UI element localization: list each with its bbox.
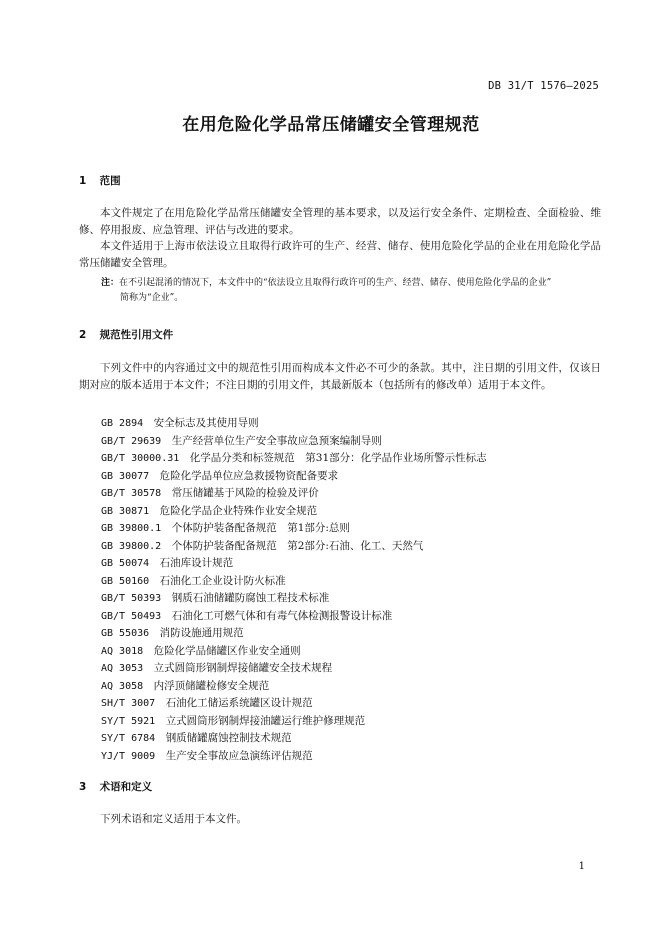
reference-title: 危险化学品企业特殊作业安全规范 xyxy=(159,504,318,517)
page-number: 1 xyxy=(578,861,585,872)
reference-item xyxy=(101,468,487,486)
reference-code: GB 55036 xyxy=(101,628,150,639)
reference-item xyxy=(101,555,487,573)
note-line-2: 简称为“企业”。 xyxy=(120,293,184,303)
reference-item xyxy=(101,573,487,591)
reference-code: GB/T 30578 xyxy=(101,488,162,499)
terms-intro-paragraph: 下列术语和定义适用于本文件。 xyxy=(100,813,247,825)
reference-item xyxy=(101,520,487,538)
reference-list xyxy=(101,415,487,765)
reference-code: GB 39800.2 xyxy=(101,540,162,552)
standard-code: DB 31/T 1576—2025 xyxy=(488,80,599,92)
scope-paragraph-2: 本文件适用于上海市依法设立且取得行政许可的生产、经营、储存、使用危险化学品的企业在用危险化学品常压储罐安全管理。 xyxy=(79,240,601,269)
reference-item xyxy=(101,730,487,748)
reference-code: GB/T 50393 xyxy=(101,593,162,604)
reference-code: GB/T 30000.31 xyxy=(101,453,180,464)
section-title: 术语和定义 xyxy=(99,781,153,793)
reference-title: 立式圆筒形钢制焊接储罐安全技术规程 xyxy=(153,662,333,674)
reference-item xyxy=(101,485,487,503)
reference-title: 立式圆筒形钢制焊接油罐运行维护修理规范 xyxy=(165,714,366,727)
reference-item xyxy=(101,503,487,521)
reference-item xyxy=(101,695,487,713)
reference-code: GB/T 29639 xyxy=(101,435,162,447)
reference-title: 个体防护装备配备规范 第2部分:石油、化工、天然气 xyxy=(171,539,424,552)
reference-code: GB 2894 xyxy=(101,418,144,429)
reference-title: 常压储罐基于风险的检验及评价 xyxy=(171,487,319,499)
reference-title: 消防设施通用规范 xyxy=(159,627,244,639)
reference-title: 石油化工企业设计防火标准 xyxy=(159,574,286,587)
reference-item xyxy=(101,415,487,433)
reference-title: 安全标志及其使用导则 xyxy=(153,417,259,429)
scope-paragraph-1: 本文件规定了在用危险化学品常压储罐安全管理的基本要求，以及运行安全条件、定期检查、全面检验、维修、停用报废、应急管理、评估与改进的要求。 xyxy=(79,207,601,236)
reference-code: SY/T 5921 xyxy=(101,715,156,727)
reference-title: 石油化工可燃气体和有毒气体检测报警设计标准 xyxy=(171,609,393,622)
reference-title: 石油化工储运系统罐区设计规范 xyxy=(165,697,313,709)
reference-item xyxy=(101,748,487,766)
section-number: 3 xyxy=(79,781,87,793)
reference-title: 危险化学品单位应急救援物资配备要求 xyxy=(159,469,339,482)
reference-code: AQ 3053 xyxy=(101,663,144,674)
reference-item xyxy=(101,538,487,556)
reference-title: 石油库设计规范 xyxy=(159,557,234,569)
reference-code: GB 30871 xyxy=(101,505,150,517)
reference-item xyxy=(101,643,487,661)
reference-item xyxy=(101,625,487,643)
section-number: 1 xyxy=(79,175,87,187)
reference-title: 生产安全事故应急演练评估规范 xyxy=(165,749,313,762)
reference-code: YJ/T 9009 xyxy=(101,750,156,762)
reference-item xyxy=(101,678,487,696)
reference-title: 危险化学品储罐区作业安全通则 xyxy=(153,644,301,657)
reference-code: GB 50074 xyxy=(101,558,150,569)
reference-code: GB 50160 xyxy=(101,575,150,587)
reference-title: 内浮顶储罐检修安全规范 xyxy=(153,679,270,692)
reference-title: 生产经营单位生产安全事故应急预案编制导则 xyxy=(171,434,382,447)
references-intro-paragraph: 下列文件中的内容通过文中的规范性引用而构成本文件必不可少的条款。其中，注日期的引用文件，仅该日期对应的版本适用于本文件；不注日期的引用文件，其最新版本（包括所有的修改单）适用于本文件。 xyxy=(79,362,601,391)
reference-title: 钢质储罐腐蚀控制技术规范 xyxy=(165,732,292,744)
scope-note xyxy=(101,276,599,306)
reference-item xyxy=(101,433,487,451)
reference-code: SY/T 6784 xyxy=(101,733,156,744)
section-number: 2 xyxy=(79,329,87,341)
reference-code: SH/T 3007 xyxy=(101,698,156,709)
note-line-1 xyxy=(101,276,599,291)
reference-title: 钢质石油储罐防腐蚀工程技术标准 xyxy=(171,592,330,604)
reference-item xyxy=(101,450,487,468)
section-title: 规范性引用文件 xyxy=(99,329,174,341)
reference-title: 化学品分类和标签规范 第31部分：化学品作业场所警示性标志 xyxy=(189,452,487,464)
reference-item xyxy=(101,660,487,678)
section-heading-normative-references xyxy=(79,327,173,342)
reference-item xyxy=(101,608,487,626)
document-title: 在用危险化学品常压储罐安全管理规范 xyxy=(182,115,480,135)
note-text-1: 在不引起混淆的情况下，本文件中的“依法设立且取得行政许可的生产、经营、储存、使用危险化学品的企业” xyxy=(119,278,552,288)
reference-code: GB/T 50493 xyxy=(101,610,162,622)
reference-code: AQ 3058 xyxy=(101,680,144,692)
reference-code: GB 39800.1 xyxy=(101,523,162,534)
section-title: 范围 xyxy=(99,175,121,187)
reference-code: AQ 3018 xyxy=(101,645,144,657)
reference-code: GB 30077 xyxy=(101,470,150,482)
reference-item xyxy=(101,713,487,731)
section-heading-terms-definitions xyxy=(79,779,152,794)
note-label: 注： xyxy=(101,278,120,288)
section-heading-scope xyxy=(79,173,121,188)
reference-title: 个体防护装备配备规范 第1部分:总则 xyxy=(171,522,350,534)
reference-item xyxy=(101,590,487,608)
